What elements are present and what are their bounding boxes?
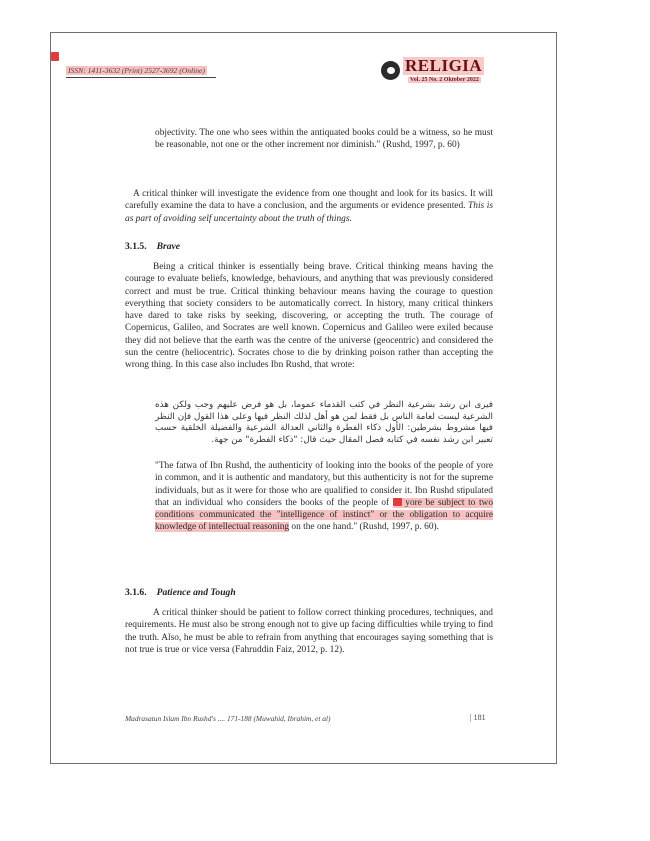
paragraph-patience: A critical thinker should be patient to follow correct thinking procedures, techniques, and requirements. He must also be strong enough not to give up facing difficulties while trying to find the truth. Also, he must be able to refrain from anything that encourages saying something that is not true is true or vice versa (Fahruddin Faiz, 2012, p. 12). (125, 608, 493, 655)
annotation-marker-icon[interactable] (51, 52, 59, 61)
journal-logo-text: RELIGIA (405, 56, 483, 75)
section-title: Patience and Tough (156, 587, 236, 598)
footer-citation: Madrasatun Islam Ibn Rushd's .... 171-188 (Muwahid, Ibrahim, et al) (125, 714, 331, 723)
paragraph-critical-thinker (125, 188, 493, 225)
annotation-marker-icon[interactable] (393, 498, 402, 506)
quote-end: on the one hand." (Rushd, 1997, p. 60). (289, 522, 439, 533)
block-quote-1: objectivity. The one who sees within the antiquated books could be a witness, so he must be reasonable, not one or the other increment nor diminish." (Rushd, 1997, p. 60) (155, 128, 493, 151)
religia-logo-icon (381, 61, 400, 80)
page-number: | 181 (470, 713, 486, 722)
section-number: 3.1.5. (125, 241, 147, 252)
journal-volume: Vol. 25 No. 2 Oktober 2022 (410, 77, 479, 83)
section-heading-patience (125, 587, 236, 598)
highlighted-text[interactable]: yore be subject to two conditions communicated the "intelligence of instinct" or the obligation to acquire knowledge of intellectual reasoning (155, 497, 494, 533)
section-title: Brave (156, 241, 181, 252)
issn-header: ISSN: 1411-3632 (Print) 2527-3692 (Online) (68, 66, 205, 75)
section-number: 3.1.6. (125, 587, 147, 598)
paragraph-brave: Being a critical thinker is essentially being brave. Critical thinking means having the courage to evaluate beliefs, knowledge, behaviours, and anything that was previously considered correct and must be true. Critical thinking behaviour means having the courage to question everything that society considers to be automatically correct. In history, many critical thinkers have dared to take risks by seeking, discovering, or accepting the truth. The courage of Copernicus, Galileo, and Socrates are well known. Copernicus and Galileo were exiled because they did not believe that the earth was the centre of the universe (geocentric) and considered the sun the centre (heliocentric). Socrates chose to die by drinking poison rather than accepting the wrong thing. In this case also includes Ibn Rushd, that wrote: (125, 262, 493, 371)
arabic-quote: فيرى ابن رشد بشرعية النظر في كتب القدماء عموما، بل هو فرض عليهم وجب ولكن هذه الشرعية ليست لعامة الناس بل فقط لمن هو أهل لذلك النظر فيها وعلى هذا القول فإن النظر فيها مشروط بشرطين: الأول ذكاء الفطرة والثاني العدالة الشرعية والفضيلة الخلقية حسب تعبير ابن رشد نفسه في كتابه فصل المقال حيث قال: "ذكاء الفطرة" من جهة. (155, 400, 493, 445)
quote-text: "The fatwa of Ibn Rushd, the authenticity of looking into the books of the people of yore in common, and it is authentic and mandatory, but this authenticity is not for the supreme individuals, but as it were for those who are qualified to consider it. Ibn Rushd stipulated that an individual who considers the books of the people of (155, 461, 493, 508)
block-quote-2 (155, 460, 493, 534)
header-rule (66, 77, 216, 78)
paragraph-italic: This is as part of avoiding self uncertainty about the truth of things. (125, 201, 493, 224)
paragraph-text: A critical thinker will investigate the evidence from one thought and look for its basics. It will carefully examine the data to have a conclusion, and the arguments or evidence presented. (125, 189, 493, 212)
section-heading-brave (125, 241, 180, 252)
